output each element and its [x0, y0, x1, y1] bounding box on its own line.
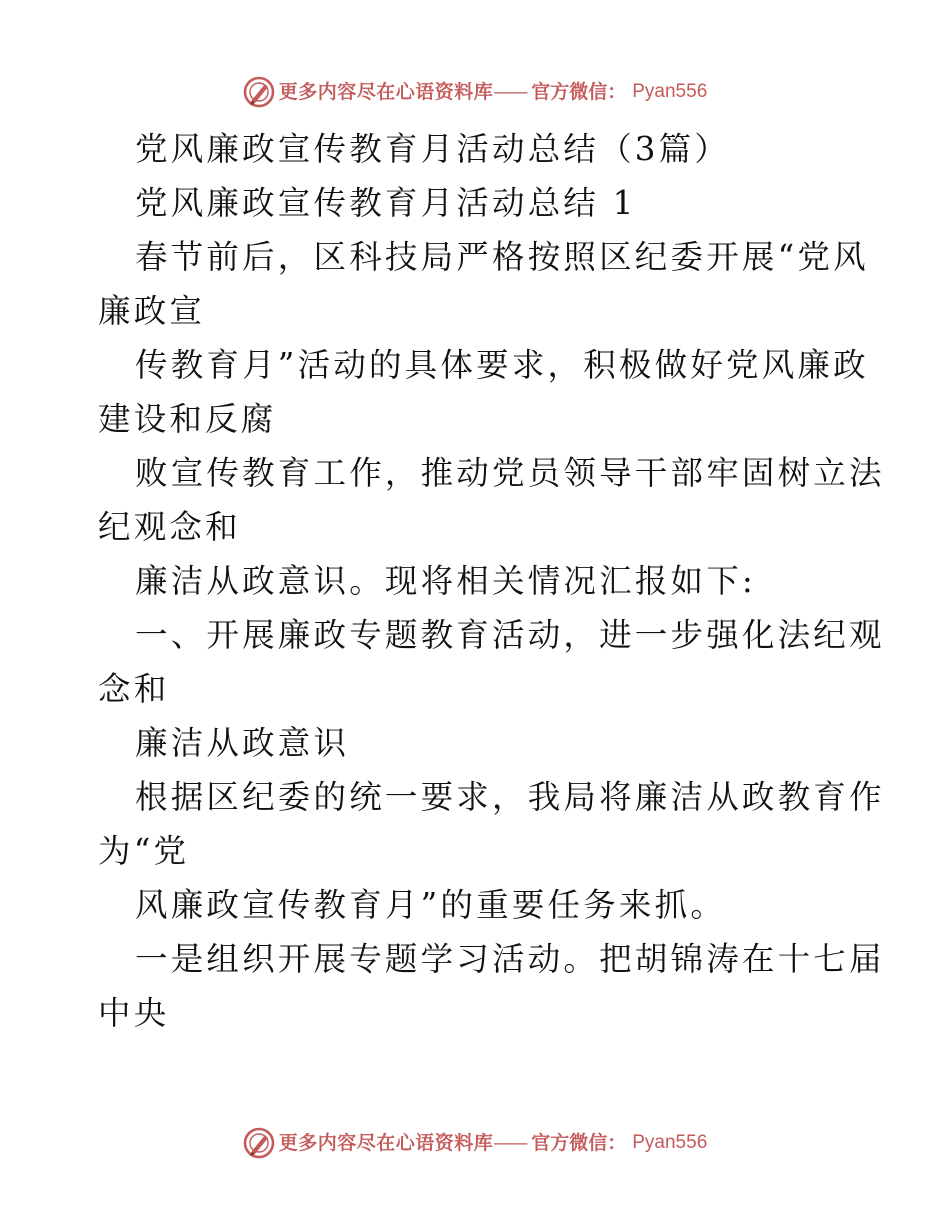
- paragraph-line: 中央: [98, 994, 170, 1032]
- paragraph-line: 一是组织开展专题学习活动。把胡锦涛在十七届: [135, 940, 885, 978]
- banner-brand-text: 更多内容尽在心语资料库: [278, 81, 494, 103]
- banner-separator: ——: [493, 81, 526, 103]
- paragraph-line: 廉政宣: [98, 292, 206, 330]
- document-title: 党风廉政宣传教育月活动总结（3篇）: [135, 130, 731, 168]
- section-heading: 党风廉政宣传教育月活动总结 1: [135, 184, 637, 222]
- paragraph-line: 廉洁从政意识。现将相关情况汇报如下:: [135, 562, 757, 600]
- banner-brand-text: 更多内容尽在心语资料库: [278, 1132, 494, 1154]
- subheading-line: 一、开展廉政专题教育活动，进一步强化法纪观: [135, 616, 885, 654]
- header-banner: [0, 76, 950, 108]
- paragraph-line: 风廉政宣传教育月”的重要任务来抓。: [135, 886, 727, 924]
- banner-contact-label: 官方微信：: [531, 1132, 627, 1154]
- pen-logo-icon: [243, 76, 275, 108]
- document-body: [98, 122, 885, 1040]
- paragraph-line: 败宣传教育工作，推动党员领导干部牢固树立法: [135, 454, 885, 492]
- paragraph-line: 为“党: [98, 832, 190, 870]
- banner-separator: ——: [493, 1132, 526, 1154]
- footer-banner: [0, 1127, 950, 1159]
- banner-contact-id: Pyan556: [632, 1132, 708, 1153]
- banner-contact-label: 官方微信：: [531, 81, 627, 103]
- pen-logo-icon: [243, 1127, 275, 1159]
- paragraph-line: 建设和反腐: [98, 400, 277, 438]
- subheading-line: 念和: [98, 670, 170, 708]
- paragraph-line: 纪观念和: [98, 508, 241, 546]
- subheading-line: 廉洁从政意识: [135, 724, 350, 762]
- paragraph-line: 春节前后，区科技局严格按照区纪委开展“党风: [135, 238, 869, 276]
- banner-contact-id: Pyan556: [632, 81, 708, 102]
- paragraph-line: 传教育月”活动的具体要求，积极做好党风廉政: [135, 346, 869, 384]
- paragraph-line: 根据区纪委的统一要求，我局将廉洁从政教育作: [135, 778, 885, 816]
